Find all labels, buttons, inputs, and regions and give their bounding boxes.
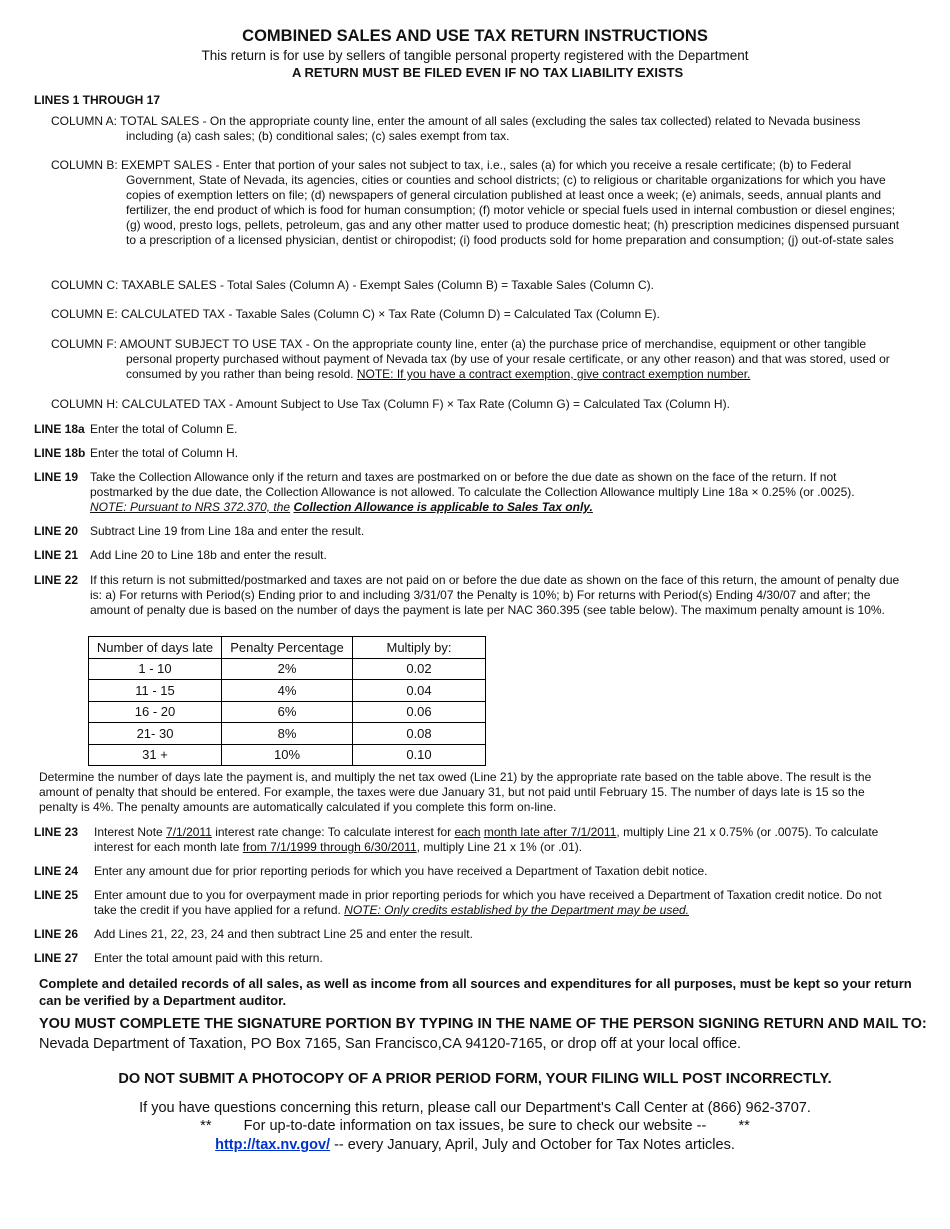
line-18a [34, 422, 902, 437]
page-subtitle: This return is for use by sellers of tangible personal property registered with the Department [201, 48, 749, 63]
line-20 [34, 524, 902, 539]
line-27 [34, 951, 902, 966]
website-link-line [0, 1136, 950, 1155]
column-h-instruction [51, 397, 901, 412]
line-23-text-a: Interest Note [94, 825, 163, 839]
line-23 [34, 825, 902, 855]
records-note: Complete and detailed records of all sales, as well as income from all sources and expenditures for all purposes, must be kept so your return can be verified by a Department auditor. [39, 976, 912, 1008]
multiplier-cell: 0.06 [353, 701, 486, 723]
percentage-cell: 8% [222, 723, 353, 745]
line-21 [34, 548, 902, 563]
line-23-each: each [454, 825, 481, 839]
line-27-text: Enter the total amount paid with this return. [94, 951, 323, 965]
line-25 [34, 888, 902, 918]
line-25-label: LINE 25 [34, 888, 79, 902]
column-f-note: NOTE: If you have a contract exemption, give contract exemption number. [356, 367, 751, 381]
table-row [89, 723, 486, 745]
column-a-text: COLUMN A: TOTAL SALES - On the appropriate county line, enter the amount of all sales (excluding the sales tax collected) related to Nevada business including (a) cash sales; (b) conditional sales; (c) sales exempt from tax. [51, 114, 861, 143]
line-26-label: LINE 26 [34, 927, 79, 941]
photocopy-warning: DO NOT SUBMIT A PHOTOCOPY OF A PRIOR PERIOD FORM, YOUR FILING WILL POST INCORRECTLY. [118, 1071, 832, 1087]
line-21-text: Add Line 20 to Line 18b and enter the result. [90, 548, 327, 562]
column-e-text: COLUMN E: CALCULATED TAX - Taxable Sales (Column C) × Tax Rate (Column D) = Calculated Tax (Column E). [51, 307, 660, 321]
line-24-text: Enter any amount due for prior reporting periods for which you have received a Department of Taxation debit notice. [94, 864, 708, 878]
percentage-cell: 2% [222, 658, 353, 680]
line-26 [34, 927, 902, 942]
questions-line: If you have questions concerning this return, please call our Department's Call Center at (866) 962-3707. [139, 1100, 811, 1116]
line-23-month: month late after 7/1/2011 [483, 825, 617, 839]
table-row [89, 680, 486, 702]
line-19-note-bold: Collection Allowance is applicable to Sales Tax only. [293, 500, 593, 514]
days-cell: 16 - 20 [89, 701, 222, 723]
line-22-text: If this return is not submitted/postmarked and taxes are not paid on or before the due date as shown on the face of this return, the amount of penalty due is: a) For returns with Period(s) Ending prior to and including 3/31/07 the Penalty is 10%; b) For returns with Period(s) Ending 4/30/07 and after; the amount of penalty due is based on the number of days the payment is late per NAC 360.395 (see table below). The maximum penalty amount is 10%. [90, 573, 900, 617]
line-20-text: Subtract Line 19 from Line 18a and enter the result. [90, 524, 365, 538]
days-cell: 1 - 10 [89, 658, 222, 680]
line-25-text: Enter amount due to you for overpayment made in prior reporting periods for which you have received a Department of Taxation credit notice. Do not take the credit if you have applied for a refund. [94, 888, 882, 917]
penalty-table-header [89, 637, 486, 659]
line-19-note: NOTE: Pursuant to NRS 372.370, the [90, 500, 291, 514]
line-21-label: LINE 21 [34, 548, 79, 562]
line-23-range: from 7/1/1999 through 6/30/2011 [242, 840, 417, 854]
column-b-text: COLUMN B: EXEMPT SALES - Enter that portion of your sales not subject to tax, i.e., sales (a) for which you receive a resale certificate; (b) to Federal Government, State of Nevada, its agencies, cities or counties and school districts; (c) to religious or charitable organizations for which you have copies of exemption letters on file; (d) newspapers of general circulation published at least once a week; (e) animals, seeds, annual plants and fertilizer, the end product of which is food for human consumption; (f) motor vehicle or special fuels used in internal combustion or diesel engines; (g) wood, presto logs, pellets, petroleum, gas and any other matter used to produce domestic heat; (h) prescription medicines dispensed pursuant to a prescription of a licensed physician, dentist or chiropodist; (i) food products sold for home preparation and consumption; (j) out-of-state sales [51, 158, 900, 247]
line-23-label: LINE 23 [34, 825, 79, 839]
line-18a-text: Enter the total of Column E. [90, 422, 238, 436]
column-b-instruction [51, 158, 901, 248]
days-cell: 31 + [89, 744, 222, 766]
column-c-instruction [51, 278, 901, 293]
column-a-instruction [51, 114, 901, 144]
table-row [89, 701, 486, 723]
signature-instruction [39, 1014, 939, 1054]
line-24 [34, 864, 902, 879]
line-23-text-b: interest rate change: To calculate interest for [215, 825, 452, 839]
days-cell: 11 - 15 [89, 680, 222, 702]
multiplier-cell: 0.02 [353, 658, 486, 680]
line-22 [34, 573, 902, 618]
line-18b-text: Enter the total of Column H. [90, 446, 239, 460]
percentage-cell: 6% [222, 701, 353, 723]
website-line: ** For up-to-date information on tax issues, be sure to check our website -- ** [200, 1118, 750, 1134]
signature-bold: YOU MUST COMPLETE THE SIGNATURE PORTION BY TYPING IN THE NAME OF THE PERSON SIGNING RETURN AND MAIL TO: [39, 1016, 927, 1032]
multiplier-cell: 0.04 [353, 680, 486, 702]
table-row [89, 744, 486, 766]
percentage-cell: 10% [222, 744, 353, 766]
header-multiply-by: Multiply by: [353, 637, 486, 659]
must-file-notice: A RETURN MUST BE FILED EVEN IF NO TAX LIABILITY EXISTS [292, 65, 684, 80]
column-f-text: COLUMN F: AMOUNT SUBJECT TO USE TAX - On the appropriate county line, enter (a) the purchase price of merchandise, equipment or other tangible personal property purchased without payment of Nevada tax (by use of your resale certificate, or any other reason) and that was stored, used or consumed by you rather than being resold. [51, 337, 890, 381]
column-h-text: COLUMN H: CALCULATED TAX - Amount Subject to Use Tax (Column F) × Tax Rate (Column G) = Calculated Tax (Column H). [51, 397, 730, 411]
line-25-note: NOTE: Only credits established by the Department may be used. [344, 903, 689, 917]
page-title: COMBINED SALES AND USE TAX RETURN INSTRUCTIONS [242, 27, 708, 45]
line-22-label: LINE 22 [34, 573, 79, 587]
website-link-suffix: -- every January, April, July and October for Tax Notes articles. [330, 1137, 735, 1153]
table-row [89, 658, 486, 680]
line-26-text: Add Lines 21, 22, 23, 24 and then subtract Line 25 and enter the result. [94, 927, 473, 941]
header-penalty-percentage: Penalty Percentage [222, 637, 353, 659]
column-e-instruction [51, 307, 901, 322]
line-27-label: LINE 27 [34, 951, 79, 965]
line-18b-label: LINE 18b [34, 446, 86, 460]
line-23-text-d: , multiply Line 21 x 1% (or .01). [416, 840, 583, 854]
column-f-instruction [51, 337, 901, 382]
line-19 [34, 470, 902, 515]
line-19-text: Take the Collection Allowance only if the return and taxes are postmarked on or before the due date as shown on the face of the return. If not postmarked by the due date, the Collection Allowance is not allowed. To calculate the Collection Allowance multiply Line 18a × 0.25% (or .0025). [90, 470, 855, 499]
percentage-cell: 4% [222, 680, 353, 702]
line-20-label: LINE 20 [34, 524, 79, 538]
line-23-date: 7/1/2011 [166, 825, 212, 839]
multiplier-cell: 0.08 [353, 723, 486, 745]
mailing-address: Nevada Department of Taxation, PO Box 7165, San Francisco,CA 94120-7165, or drop off at your local office. [39, 1036, 742, 1052]
line-23-text-c: , multiply Line 21 x 0.75% (or .0075). To calculate interest for each month late [94, 825, 879, 854]
header-days-late: Number of days late [89, 637, 222, 659]
multiplier-cell: 0.10 [353, 744, 486, 766]
tax-website-link[interactable]: http://tax.nv.gov/ [215, 1137, 331, 1153]
penalty-explanation: Determine the number of days late the payment is, and multiply the net tax owed (Line 21) by the appropriate rate based on the table above. The result is the amount of penalty that should be entered. For example, the taxes were due January 31, but not paid until February 15. The number of days late is 15 so the penalty is 4%. The penalty amounts are automatically calculated if you complete this form on-line. [39, 770, 872, 814]
section-heading: LINES 1 THROUGH 17 [34, 93, 161, 107]
line-19-label: LINE 19 [34, 470, 79, 484]
line-18a-label: LINE 18a [34, 422, 85, 436]
days-cell: 21- 30 [89, 723, 222, 745]
column-c-text: COLUMN C: TAXABLE SALES - Total Sales (Column A) - Exempt Sales (Column B) = Taxable Sales (Column C). [51, 278, 654, 292]
penalty-table [88, 636, 486, 766]
line-24-label: LINE 24 [34, 864, 79, 878]
line-18b [34, 446, 902, 461]
